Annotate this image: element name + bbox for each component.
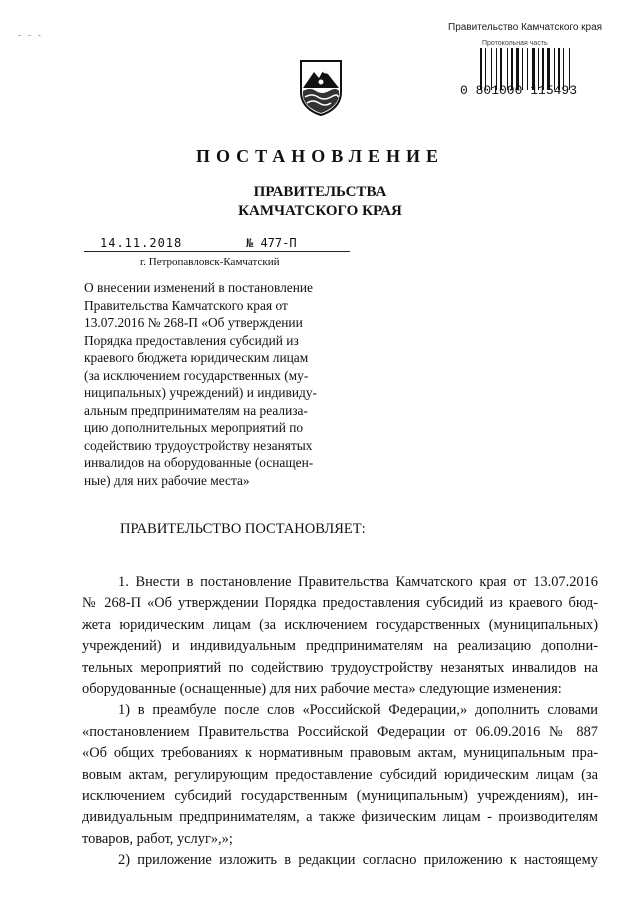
subject-line: (за исключением государственных (му- bbox=[84, 367, 309, 383]
body-line: исключением субсидий государственным (муниципальным) учреждениям), ин- bbox=[82, 788, 598, 805]
subject-line: ниципальных) учреждений) и индивиду- bbox=[84, 385, 318, 400]
subject-line: ные) для них рабочие места» bbox=[84, 472, 250, 488]
document-date: 14.11.2018 bbox=[100, 236, 183, 250]
document-city: г. Петропавловск-Камчатский bbox=[140, 256, 280, 268]
edge-mark: - - - bbox=[18, 30, 43, 41]
body-line: тельных мероприятий по содействию трудоустройству незанятых инвалидов на bbox=[82, 659, 598, 676]
kamchatka-coat-of-arms-icon bbox=[298, 58, 344, 121]
barcode-number: 0 801000 115493 bbox=[460, 83, 578, 98]
subject-line: 13.07.2016 № 268-П «Об утверждении bbox=[84, 315, 303, 330]
subject-line: альным предпринимателям на реализа- bbox=[84, 402, 308, 418]
body-line: товаров, работ, услуг»,»; bbox=[82, 830, 233, 847]
document-subject bbox=[84, 279, 349, 489]
body-line: 1) в преамбуле после слов «Российской Федерации,» дополнить словами bbox=[118, 702, 598, 719]
issuer-line-1: ПРАВИТЕЛЬСТВА bbox=[253, 184, 387, 200]
subject-line: краевого бюджета юридическим лицам bbox=[84, 350, 309, 365]
body-line: 2) приложение изложить в редакции согласно приложению к настоящему bbox=[118, 852, 598, 869]
subject-line: Порядка предоставления субсидий из bbox=[84, 332, 299, 348]
decree-clause: ПРАВИТЕЛЬСТВО ПОСТАНОВЛЯЕТ: bbox=[120, 521, 366, 537]
document-type: ПОСТАНОВЛЕНИЕ bbox=[195, 146, 445, 166]
document-body bbox=[82, 572, 598, 872]
issuer-line-2: КАМЧАТСКОГО КРАЯ bbox=[238, 203, 402, 219]
body-line: дивидуальным предпринимателям, а также физическим лицам - производителям bbox=[82, 809, 598, 826]
subject-line: цию дополнительных мероприятий по bbox=[84, 420, 304, 435]
stamp-subtitle: Протокольная часть bbox=[482, 40, 548, 47]
details-underline bbox=[84, 251, 350, 252]
body-line: 1. Внести в постановление Правительства Камчатского края от 13.07.2016 bbox=[118, 574, 598, 590]
stamp-title: Правительство Камчатского края bbox=[448, 22, 603, 33]
body-line: оборудованные (оснащенные) для них рабочие места» следующие изменения: bbox=[82, 681, 562, 698]
body-line: «постановлением Правительства Российской Федерации от 06.09.2016 № 887 bbox=[82, 723, 598, 740]
body-line: вовым актам, регулирующим предоставление субсидий юридическим лицам (за bbox=[82, 766, 598, 783]
document-number: № 477-П bbox=[246, 236, 297, 250]
subject-line: О внесении изменений в постановление bbox=[84, 280, 313, 295]
body-line: «Об общих требованиях к нормативным правовым актам, муниципальным пра- bbox=[82, 745, 598, 762]
subject-line: содействию трудоустройству незанятых bbox=[84, 437, 313, 453]
subject-line: инвалидов на оборудованные (оснащен- bbox=[84, 455, 314, 470]
body-line: учреждений) и индивидуальным предпринимателям на реализацию дополни- bbox=[82, 638, 598, 655]
body-line: № 268-П «Об утверждении Порядка предоставления субсидий из краевого бюд- bbox=[82, 595, 598, 612]
subject-line: Правительства Камчатского края от bbox=[84, 297, 288, 313]
body-line: жета юридическим лицам (за исключением государственных (муниципальных) bbox=[82, 616, 598, 633]
